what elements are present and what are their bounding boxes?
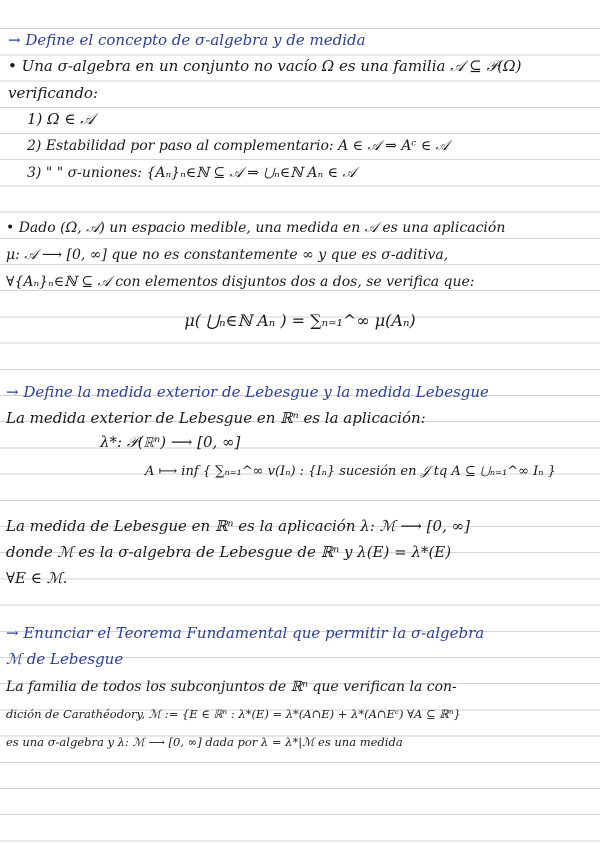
formula: λ*: 𝒫(ℝⁿ) ⟶ [0, ∞] bbox=[100, 433, 241, 451]
section-heading: ℳ de Lebesgue bbox=[6, 650, 124, 668]
text-line: • Dado (Ω, 𝒜) un espacio medible, una medida en 𝒜 es una aplicación bbox=[6, 220, 506, 236]
text-line: La medida de Lebesgue en ℝⁿ es la aplicación λ: ℳ ⟶ [0, ∞] bbox=[6, 517, 470, 535]
list-item: 3) " " σ-uniones: {Aₙ}ₙ∈ℕ ⊆ 𝒜 ⇒ ⋃ₙ∈ℕ Aₙ ∈ 𝒜 bbox=[27, 165, 356, 181]
section-heading: → Define el concepto de σ-algebra y de medida bbox=[8, 31, 366, 49]
text-line: dición de Carathéodory, ℳ := {E ∈ ℝⁿ : λ*(E) = λ*(A∩E) + λ*(A∩Eᶜ) ∀A ⊆ ℝⁿ} bbox=[6, 707, 461, 721]
section-heading: → Define la medida exterior de Lebesgue y la medida Lebesgue bbox=[6, 383, 489, 401]
text-line: ∀E ∈ ℳ. bbox=[6, 569, 68, 587]
text-line: La medida exterior de Lebesgue en ℝⁿ es la aplicación: bbox=[6, 409, 426, 427]
text-line: ∀{Aₙ}ₙ∈ℕ ⊆ 𝒜 con elementos disjuntos dos a dos, se verifica que: bbox=[6, 274, 475, 290]
section-heading: → Enunciar el Teorema Fundamental que permitir la σ-algebra bbox=[6, 624, 485, 642]
text-line: • Una σ-algebra en un conjunto no vacío Ω es una familia 𝒜 ⊆ 𝒫(Ω) bbox=[8, 57, 522, 75]
text-line: es una σ-algebra y λ: ℳ ⟶ [0, ∞] dada por λ = λ*|ℳ es una medida bbox=[6, 735, 403, 749]
list-item: 1) Ω ∈ 𝒜 bbox=[27, 110, 95, 128]
text-line: μ: 𝒜 ⟶ [0, ∞] que no es constantemente ∞ y que es σ-aditiva, bbox=[6, 247, 449, 263]
text-line: verificando: bbox=[8, 84, 99, 102]
list-item: 2) Estabilidad por paso al complementario: A ∈ 𝒜 ⇒ Aᶜ ∈ 𝒜 bbox=[27, 138, 449, 154]
formula: μ( ⋃ₙ∈ℕ Aₙ ) = ∑ₙ₌₁^∞ μ(Aₙ) bbox=[184, 311, 416, 330]
text-line: donde ℳ es la σ-algebra de Lebesgue de ℝⁿ y λ(E) = λ*(E) bbox=[6, 543, 452, 561]
formula: A ⟼ inf { ∑ₙ₌₁^∞ v(Iₙ) : {Iₙ} sucesión en 𝒥 tq A ⊆ ⋃ₙ₌₁^∞ Iₙ } bbox=[145, 464, 556, 479]
text-line: La familia de todos los subconjuntos de ℝⁿ que verifican la con- bbox=[6, 679, 457, 695]
